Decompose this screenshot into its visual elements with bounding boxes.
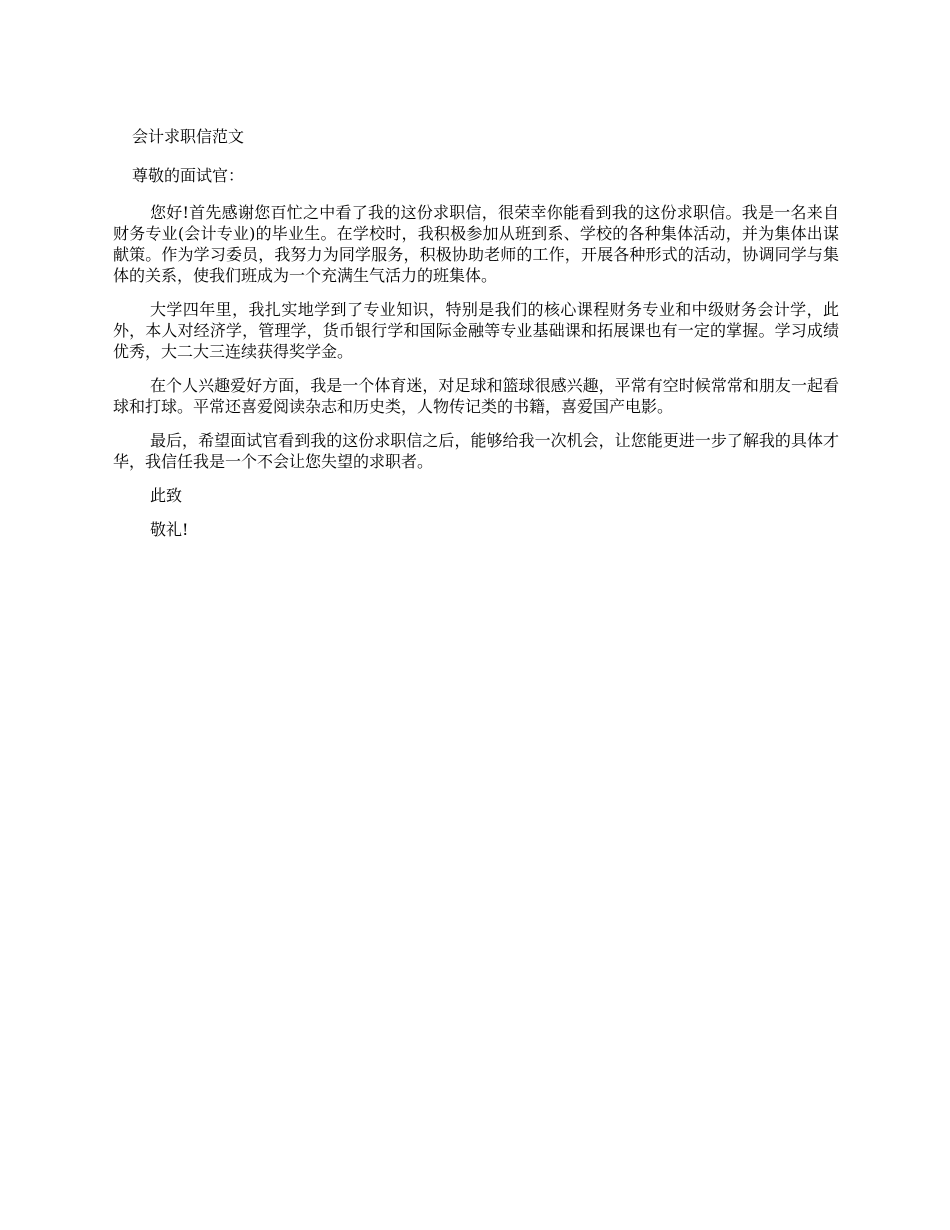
body-paragraph-3: 在个人兴趣爱好方面，我是一个体育迷，对足球和篮球很感兴趣，平常有空时候常常和朋友一起看球和打球。平常还喜爱阅读杂志和历史类，人物传记类的书籍，喜爱国产电影。 — [113, 376, 839, 416]
body-paragraph-1: 您好!首先感谢您百忙之中看了我的这份求职信，很荣幸你能看到我的这份求职信。我是一名来自财务专业(会计专业)的毕业生。在学校时，我积极参加从班到系、学校的各种集体活动，并为集体出谋献策。作为学习委员，我努力为同学服务，积极协助老师的工作，开展各种形式的活动，协调同学与集体的关系，使我们班成为一个充满生气活力的班集体。 — [113, 203, 839, 285]
closing-line-1: 此致 — [150, 486, 183, 505]
salutation: 尊敬的面试官： — [132, 166, 245, 185]
body-paragraph-4: 最后，希望面试官看到我的这份求职信之后，能够给我一次机会，让您能更进一步了解我的具体才华，我信任我是一个不会让您失望的求职者。 — [113, 431, 839, 471]
body-paragraph-2: 大学四年里，我扎实地学到了专业知识，特别是我们的核心课程财务专业和中级财务会计学，此外，本人对经济学，管理学，货币银行学和国际金融等专业基础课和拓展课也有一定的掌握。学习成绩优秀，大二大三连续获得奖学金。 — [113, 300, 839, 361]
document-title: 会计求职信范文 — [132, 127, 245, 146]
document-page — [113, 124, 839, 553]
closing-line-2: 敬礼! — [150, 520, 189, 539]
